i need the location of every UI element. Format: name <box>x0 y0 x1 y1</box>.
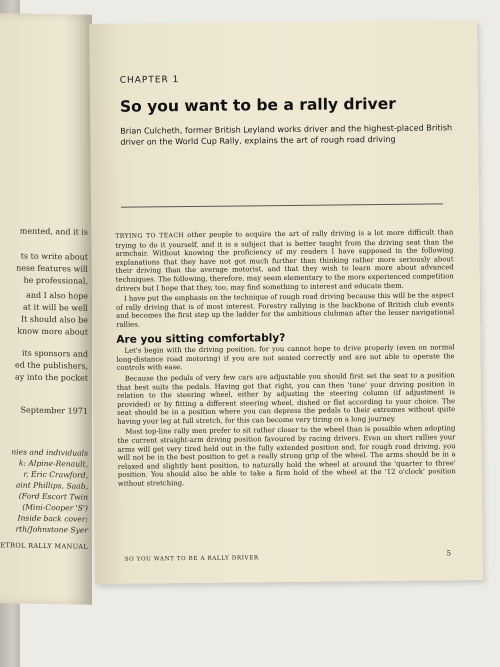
paragraph: Most top-line rally men prefer to sit rather closer to the wheel than is possible when adopting the current straight-arm driving position favoured by racing drivers. Even on short rallies your arms will get very tired held out in the fully extended position and, for rough road driving, you will not be in the best position to get a really strong grip of the wheel. The arms should be in a relaxed and slightly bent position, to naturally hold the wheel at around the 'quarter to three' position. You should also be able to take a firm hold of the wheel at the '12 o'clock' position without stretching. <box>117 424 456 488</box>
left-page-line: he professional, <box>23 275 88 286</box>
left-page-credit-line: k: Alpine-Renault, <box>18 458 88 469</box>
page-number: 5 <box>446 549 452 558</box>
left-page-footer: ETROL RALLY MANUAL <box>0 541 88 551</box>
left-page-line: its sponsors and <box>21 348 88 359</box>
left-page-line: ay into the pocket <box>15 372 88 383</box>
running-footer: SO YOU WANT TO BE A RALLY DRIVER <box>124 555 259 563</box>
chapter-intro: Brian Culcheth, former British Leyland works driver and the highest-placed British driver on the World Cup Rally, explains the art of rough road driving <box>120 122 453 147</box>
left-page-credit-line: nies and individuals <box>11 447 88 458</box>
chapter-label: CHAPTER 1 <box>119 75 180 86</box>
paragraph: I have put the emphasis on the technique of rough road driving because this will be the aspect of rally driving that is of most interest. Forestry rallying is the backbone of British club events and becomes the first step up the ladder for the ambitious clubman after the lesser navigational rallies. <box>116 291 455 329</box>
left-page-line: and I also hope <box>26 290 88 301</box>
paragraph <box>115 228 454 293</box>
left-page-credit-line: (Ford Escort Twin <box>18 491 88 502</box>
left-page-line: It should also be <box>20 314 88 325</box>
paragraph: Let's begin with the driving position, for you cannot hope to drive properly (even on normal long-distance road motoring) if you are not seated correctly and are not able to operate the controls with ease. <box>116 343 455 373</box>
body-text <box>115 228 456 488</box>
left-page-line: at it will be well <box>22 302 88 313</box>
paragraph-text: other people to acquire the art of rally driving is a lot more difficult than trying to do it yourself, and it is a subject that is better taught from the driving seat than the armchair. Without knowing the proficiency of my readers I have supposed in the following explanations that they have not got much further than thinking rather more seriously about their driving than the average motorist, and that they wish to learn more about advanced techniques. The following, therefore, may seem elementary to the more experienced competition drivers but I hope that they, too, may find something to interest and educate them. <box>115 228 454 293</box>
left-page-credit-line: rth/Johnstone Syer <box>15 524 88 535</box>
left-page-line: mented, and it is <box>19 226 88 237</box>
left-page-date: September 1971 <box>20 405 88 416</box>
paragraph-lead-in: TRYING TO TEACH <box>115 232 185 240</box>
chapter-title: So you want to be a rally driver <box>119 94 396 116</box>
left-page <box>0 13 92 605</box>
left-page-credit-line: Inside back cover: <box>17 513 88 524</box>
left-page-line: know more about <box>17 326 88 337</box>
right-page <box>89 20 483 584</box>
left-page-line: ed the publishers, <box>14 360 88 371</box>
left-page-credit-line: r, Eric Crawford, <box>23 469 88 480</box>
left-page-credit-line: (Mini-Cooper 'S') <box>22 502 88 513</box>
left-page-line: ts to write about <box>20 251 88 262</box>
section-heading: Are you sitting comfortably? <box>116 331 286 346</box>
paragraph: Because the pedals of very few cars are adjustable you should first set the seat to a position that best suits the pedals. Having got that right, you can then 'tune' your driving position in relation to the steering wheel, either by adjusting the steering column (if adjustment is provided) or by fitting a different steering wheel, dished or flat according to your choice. The seat should be in a position where you can depress the pedals to their extremes without quite having your leg at full stretch, for this can become very tiring on a long journey. <box>116 371 456 426</box>
left-page-credit-line: aint Phillips, Saab, <box>15 480 88 491</box>
left-page-line: nese features will <box>16 263 88 274</box>
divider-rule <box>121 203 443 207</box>
